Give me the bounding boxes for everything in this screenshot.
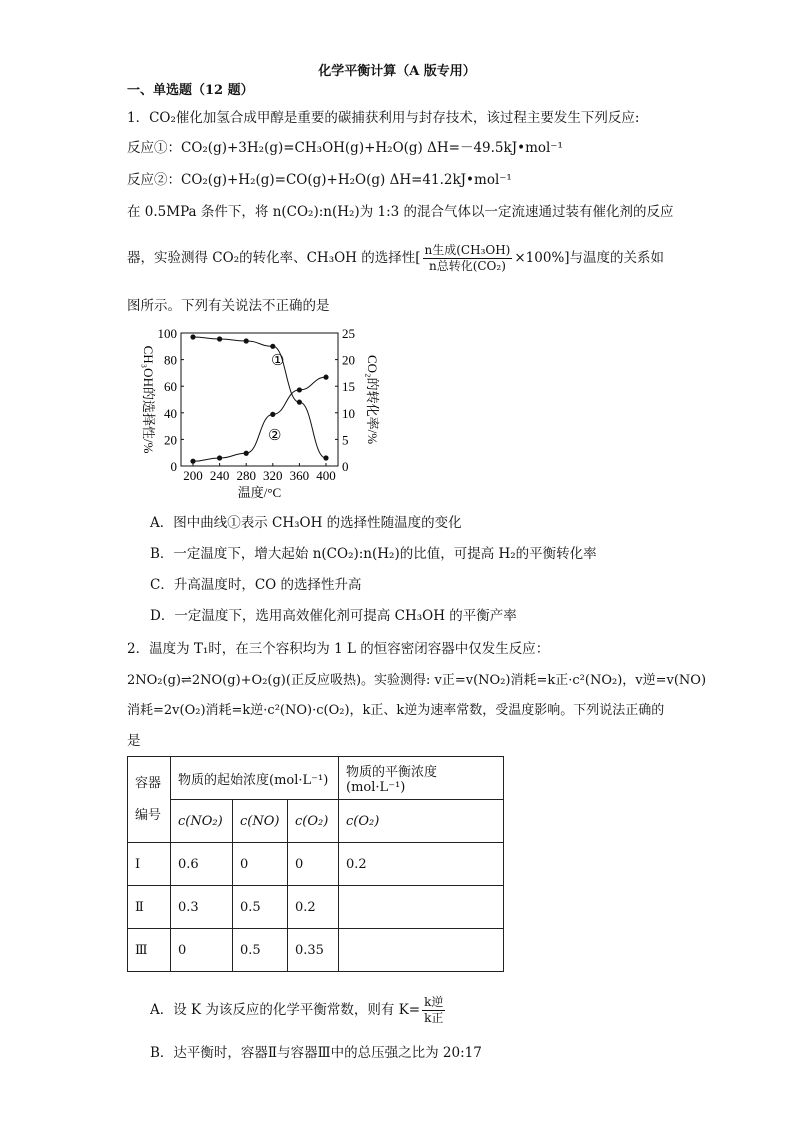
fraction-numerator: k逆 bbox=[424, 995, 444, 1009]
data-point-2 bbox=[270, 412, 275, 417]
y-right-tick-label: 15 bbox=[342, 379, 355, 395]
q1-option-c: C．升高温度时，CO 的选择性升高 bbox=[150, 577, 362, 593]
q2-line-2: 2NO₂(g)⇌2NO(g)+O₂(g)(正反应吸热)。实验测得: v正=v(NO₂)消耗=k正·c²(NO₂)，v逆=v(NO) bbox=[127, 673, 707, 688]
x-axis-label: 温度/°C bbox=[237, 485, 282, 500]
data-point-1 bbox=[190, 334, 195, 339]
table-row bbox=[128, 843, 504, 886]
y-tick-label: 80 bbox=[164, 352, 177, 368]
cell: 0.2 bbox=[339, 843, 504, 886]
data-point-1 bbox=[217, 336, 222, 341]
data-point-2 bbox=[297, 387, 302, 392]
data-point-1 bbox=[244, 338, 249, 343]
cell: 0.5 bbox=[233, 929, 288, 972]
curve-label-2: ② bbox=[268, 428, 282, 444]
cell bbox=[339, 929, 504, 972]
data-point-2 bbox=[190, 459, 195, 464]
cell: 0 bbox=[288, 843, 339, 886]
q1-line4-pre: 器，实验测得 CO₂的转化率、CH₃OH 的选择性[ bbox=[127, 250, 421, 266]
plot-frame bbox=[181, 333, 338, 466]
page-title: 化学平衡计算（A 版专用） bbox=[318, 64, 476, 79]
y-tick-label: 0 bbox=[170, 459, 177, 474]
y-right-axis-label: CO₂的转化率/% bbox=[365, 354, 380, 445]
series-line-1 bbox=[193, 337, 326, 458]
header-initial-concentration: 物质的起始浓度(mol·L⁻¹) bbox=[171, 757, 339, 800]
data-point-1 bbox=[323, 455, 328, 460]
y-tick-label: 20 bbox=[164, 432, 177, 448]
q2-line-4: 是 bbox=[127, 733, 141, 749]
x-tick-label: 320 bbox=[263, 468, 283, 483]
q1-stem: 1．CO₂催化加氢合成甲醇是重要的碳捕获利用与封存技术，该过程主要发生下列反应: bbox=[127, 110, 640, 126]
data-point-2 bbox=[244, 451, 249, 456]
data-point-1 bbox=[270, 344, 275, 349]
subheader-c-o2-equil: c(O₂) bbox=[339, 800, 504, 843]
y-right-tick-label: 0 bbox=[342, 459, 349, 474]
y-tick-label: 40 bbox=[164, 405, 177, 421]
cell: 0 bbox=[171, 929, 233, 972]
q1-reaction-1: 反应①：CO₂(g)+3H₂(g)=CH₃OH(g)+H₂O(g) ΔH=－49.5kJ•mol⁻¹ bbox=[127, 140, 563, 156]
concentration-table bbox=[127, 756, 504, 972]
data-point-2 bbox=[217, 455, 222, 460]
q1-option-a: A．图中曲线①表示 CH₃OH 的选择性随温度的变化 bbox=[150, 515, 462, 531]
q2-option-a-text: A．设 K 为该反应的化学平衡常数，则有 K= bbox=[150, 1002, 421, 1018]
fraction-numerator: n生成(CH₃OH) bbox=[424, 243, 511, 257]
q2-line-3: 消耗=2v(O₂)消耗=k逆·c²(NO)·c(O₂)，k正、k逆为速率常数，受温度影响。下列说法正确的 bbox=[127, 703, 665, 718]
q1-condition: 在 0.5MPa 条件下，将 n(CO₂):n(H₂)为 1:3 的混合气体以一定流速通过装有催化剂的反应 bbox=[127, 204, 674, 220]
table-row bbox=[128, 929, 504, 972]
cell: Ⅲ bbox=[128, 929, 171, 972]
q1-line4-post: ×100%]与温度的关系如 bbox=[514, 250, 665, 266]
table-row bbox=[128, 886, 504, 929]
y-right-tick-label: 20 bbox=[342, 352, 355, 368]
q1-prompt: 图所示。下列有关说法不正确的是 bbox=[127, 298, 330, 314]
cell: Ⅱ bbox=[128, 886, 171, 929]
cell: Ⅰ bbox=[128, 843, 171, 886]
q1-option-d: D．一定温度下，选用高效催化剂可提高 CH₃OH 的平衡产率 bbox=[150, 608, 517, 624]
subheader-c-no: c(NO) bbox=[233, 800, 288, 843]
section-heading: 一、单选题（12 题） bbox=[127, 83, 254, 98]
cell: 0.2 bbox=[288, 886, 339, 929]
cell bbox=[339, 886, 504, 929]
header-equilibrium-concentration: 物质的平衡浓度(mol·L⁻¹) bbox=[339, 757, 504, 800]
cell: 0.6 bbox=[171, 843, 233, 886]
y-axis-label: CH₃OH的选择性/% bbox=[141, 345, 156, 454]
x-tick-label: 400 bbox=[316, 468, 336, 483]
data-point-2 bbox=[323, 375, 328, 380]
k-ratio-fraction bbox=[422, 995, 445, 1026]
fraction-denominator: n总转化(CO₂) bbox=[428, 259, 506, 273]
q1-option-b: B．一定温度下，增大起始 n(CO₂):n(H₂)的比值，可提高 H₂的平衡转化率 bbox=[150, 546, 597, 562]
q2-option-b: B．达平衡时，容器Ⅱ与容器Ⅲ中的总压强之比为 20:17 bbox=[150, 1045, 482, 1061]
cell: 0 bbox=[233, 843, 288, 886]
subheader-c-no2: c(NO₂) bbox=[171, 800, 233, 843]
y-tick-label: 100 bbox=[157, 326, 177, 341]
y-tick-label: 60 bbox=[164, 379, 177, 395]
q1-selectivity-line bbox=[127, 235, 664, 281]
subheader-c-o2: c(O₂) bbox=[288, 800, 339, 843]
selectivity-conversion-chart bbox=[128, 322, 388, 502]
cell: 0.3 bbox=[171, 886, 233, 929]
data-point-1 bbox=[297, 400, 302, 405]
q1-reaction-2: 反应②：CO₂(g)+H₂(g)=CO(g)+H₂O(g) ΔH=41.2kJ•mol⁻¹ bbox=[127, 172, 512, 188]
x-tick-label: 240 bbox=[209, 468, 230, 483]
curve-label-1: ① bbox=[271, 353, 285, 369]
q2-option-a bbox=[150, 990, 447, 1030]
y-right-tick-label: 10 bbox=[342, 405, 355, 421]
y-right-tick-label: 25 bbox=[342, 326, 355, 341]
cell: 0.35 bbox=[288, 929, 339, 972]
fraction-denominator: k正 bbox=[424, 1011, 444, 1025]
y-right-tick-label: 5 bbox=[342, 432, 349, 448]
header-container-number: 容器编号 bbox=[128, 757, 171, 843]
x-tick-label: 280 bbox=[236, 468, 256, 483]
x-tick-label: 360 bbox=[289, 468, 310, 483]
cell: 0.5 bbox=[233, 886, 288, 929]
x-tick-label: 200 bbox=[183, 468, 203, 483]
q2-stem: 2．温度为 T₁时，在三个容积均为 1 L 的恒容密闭容器中仅发生反应： bbox=[127, 641, 550, 657]
series-line-2 bbox=[193, 377, 326, 461]
selectivity-fraction bbox=[423, 243, 513, 274]
